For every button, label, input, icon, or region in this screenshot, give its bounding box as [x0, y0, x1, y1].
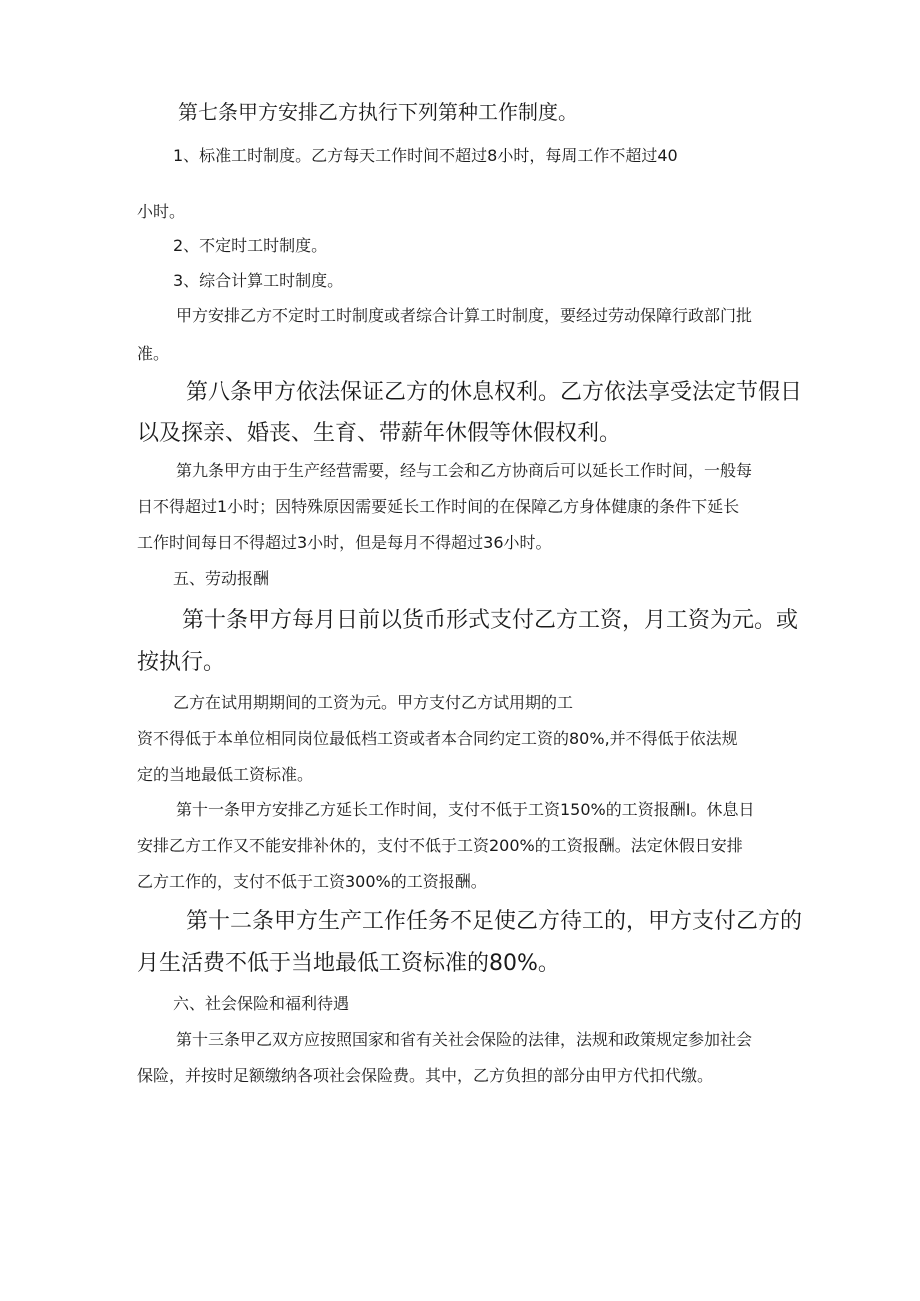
probation-line-1: 乙方在试用期期间的工资为元。甲方支付乙方试用期的工 — [173, 693, 574, 712]
section-6-heading: 六、社会保险和福利待遇 — [173, 994, 350, 1013]
article-12-line-1: 第十二条甲方生产工作任务不足使乙方待工的，甲方支付乙方的 — [186, 909, 803, 934]
item-1-line-2: 小时。 — [137, 202, 186, 221]
article-13-line-1: 第十三条甲乙双方应按照国家和省有关社会保险的法律，法规和政策规定参加社会 — [176, 1030, 753, 1049]
article-8-line-2: 以及探亲、婚丧、生育、带薪年休假等休假权利。 — [137, 421, 622, 446]
article-12-line-2: 月生活费不低于当地最低工资标准的80%。 — [137, 951, 560, 976]
article-7-note-line-2: 准。 — [137, 344, 170, 363]
item-2: 2、不定时工时制度。 — [173, 236, 328, 255]
article-11-line-1: 第十一条甲方安排乙方延长工作时间，支付不低于工资150%的工资报酬I。休息日 — [176, 800, 755, 819]
article-10-line-2: 按执行。 — [137, 650, 226, 675]
probation-line-2: 资不得低于本单位相同岗位最低档工资或者本合同约定工资的80%,并不得低于依法规 — [137, 729, 738, 748]
article-9-line-2: 日不得超过1小时；因特殊原因需要延长工作时间的在保障乙方身体健康的条件下延长 — [137, 497, 740, 516]
article-7-heading: 第七条甲方安排乙方执行下列第种工作制度。 — [178, 100, 578, 124]
section-5-heading: 五、劳动报酬 — [173, 569, 270, 588]
article-9-line-3: 工作时间每日不得超过3小时，但是每月不得超过36小时。 — [137, 533, 552, 552]
article-8-line-1: 第八条甲方依法保证乙方的休息权利。乙方依法享受法定节假日 — [186, 380, 803, 405]
article-7-note-line-1: 甲方安排乙方不定时工时制度或者综合计算工时制度，要经过劳动保障行政部门批 — [176, 306, 753, 325]
item-3: 3、综合计算工时制度。 — [173, 271, 344, 290]
article-10-line-1: 第十条甲方每月日前以货币形式支付乙方工资，月工资为元。或 — [182, 608, 799, 633]
article-13-line-2: 保险，并按时足额缴纳各项社会保险费。其中，乙方负担的部分由甲方代扣代缴。 — [137, 1066, 714, 1085]
probation-line-3: 定的当地最低工资标准。 — [137, 765, 314, 784]
article-9-line-1: 第九条甲方由于生产经营需要，经与工会和乙方协商后可以延长工作时间，一般每 — [176, 461, 753, 480]
article-11-line-2: 安排乙方工作又不能安排补休的，支付不低于工资200%的工资报酬。法定休假日安排 — [137, 836, 743, 855]
article-11-line-3: 乙方工作的，支付不低于工资300%的工资报酬。 — [137, 872, 487, 891]
item-1-line-1: 1、标准工时制度。乙方每天工作时间不超过8小时，每周工作不超过40 — [173, 146, 678, 165]
